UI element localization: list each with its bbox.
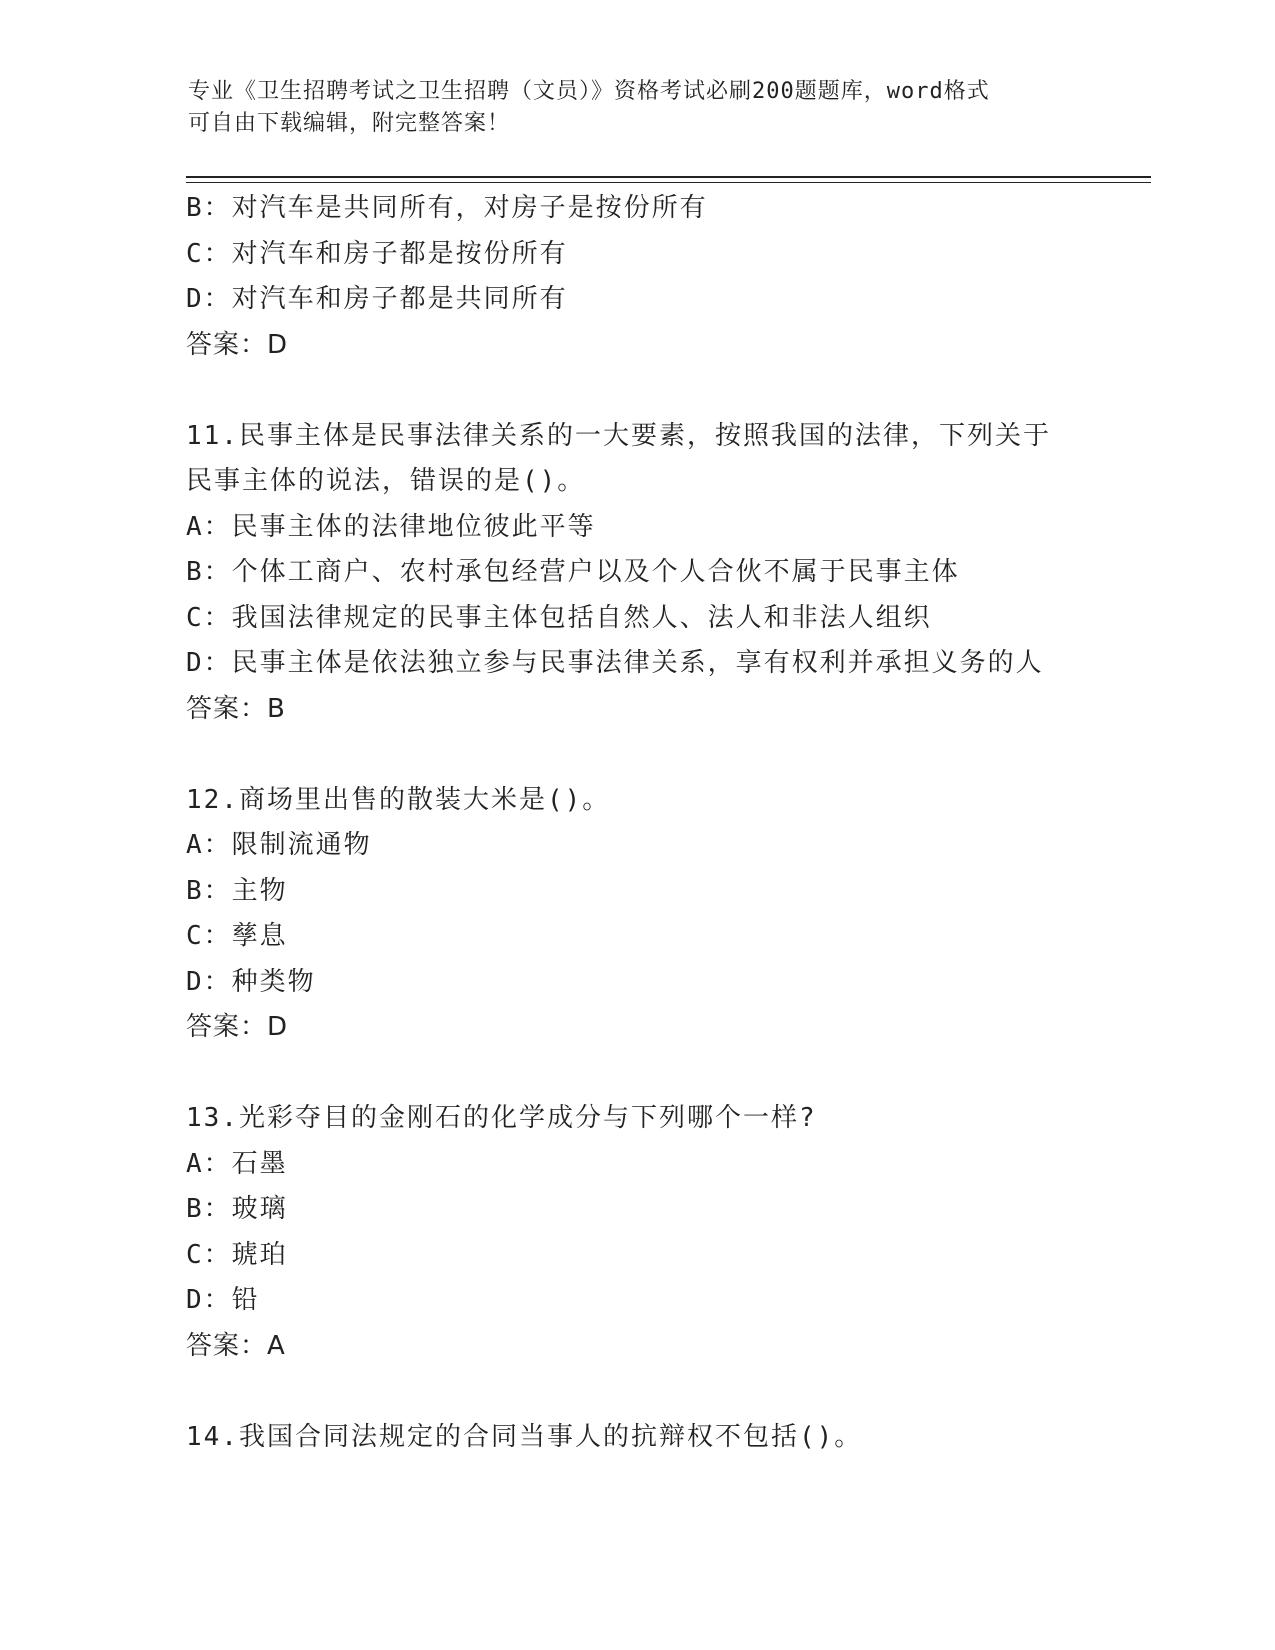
question-stem-line: 12.商场里出售的散装大米是()。 bbox=[186, 784, 611, 815]
spacer bbox=[186, 1369, 1086, 1415]
option-d: D：种类物 bbox=[186, 966, 316, 997]
answer-line: 答案：A bbox=[186, 1330, 286, 1361]
question-block-12 bbox=[186, 778, 1086, 1051]
question-stem-line: 11.民事主体是民事法律关系的一大要素，按照我国的法律，下列关于 bbox=[186, 420, 1051, 451]
option-d: D：铅 bbox=[186, 1285, 260, 1315]
question-block-14 bbox=[186, 1415, 1086, 1461]
spacer bbox=[186, 368, 1086, 414]
question-block-11 bbox=[186, 414, 1086, 733]
question-stem-line: 13.光彩夺目的金刚石的化学成分与下列哪个一样? bbox=[186, 1103, 817, 1133]
option-a: A：民事主体的法律地位彼此平等 bbox=[186, 511, 596, 542]
option-d: D：对汽车和房子都是共同所有 bbox=[186, 284, 568, 314]
option-c: C：我国法律规定的民事主体包括自然人、法人和非法人组织 bbox=[186, 602, 932, 633]
header-line-2: 可自由下载编辑，附完整答案！ bbox=[188, 111, 511, 136]
option-d: D：民事主体是依法独立参与民事法律关系，享有权利并承担义务的人 bbox=[186, 648, 1044, 678]
option-b: B：主物 bbox=[186, 875, 288, 906]
question-stem-line: 14.我国合同法规定的合同当事人的抗辩权不包括()。 bbox=[186, 1421, 863, 1452]
question-block-prev bbox=[186, 186, 1086, 368]
header-rule-thin bbox=[186, 182, 1151, 183]
option-a: A：石墨 bbox=[186, 1148, 288, 1179]
header-rule-thick bbox=[186, 176, 1151, 178]
option-b: B：个体工商户、农村承包经营户以及个人合伙不属于民事主体 bbox=[186, 557, 960, 587]
option-b: B：对汽车是共同所有，对房子是按份所有 bbox=[186, 193, 708, 223]
option-c: C：琥珀 bbox=[186, 1239, 288, 1270]
header-line-1: 专业《卫生招聘考试之卫生招聘（文员）》资格考试必刷200题题库，word格式 bbox=[188, 79, 990, 104]
answer-line: 答案：D bbox=[186, 329, 289, 360]
answer-line: 答案：D bbox=[186, 1012, 289, 1042]
option-c: C：孳息 bbox=[186, 921, 288, 951]
option-a: A：限制流通物 bbox=[186, 830, 372, 860]
question-stem-line: 民事主体的说法，错误的是()。 bbox=[186, 466, 586, 496]
spacer bbox=[186, 1051, 1086, 1097]
question-block-13 bbox=[186, 1096, 1086, 1369]
option-b: B：玻璃 bbox=[186, 1194, 288, 1224]
document-header bbox=[188, 76, 1068, 140]
spacer bbox=[186, 732, 1086, 778]
option-c: C：对汽车和房子都是按份所有 bbox=[186, 238, 568, 269]
answer-line: 答案：B bbox=[186, 693, 286, 724]
question-list bbox=[186, 186, 1086, 1460]
